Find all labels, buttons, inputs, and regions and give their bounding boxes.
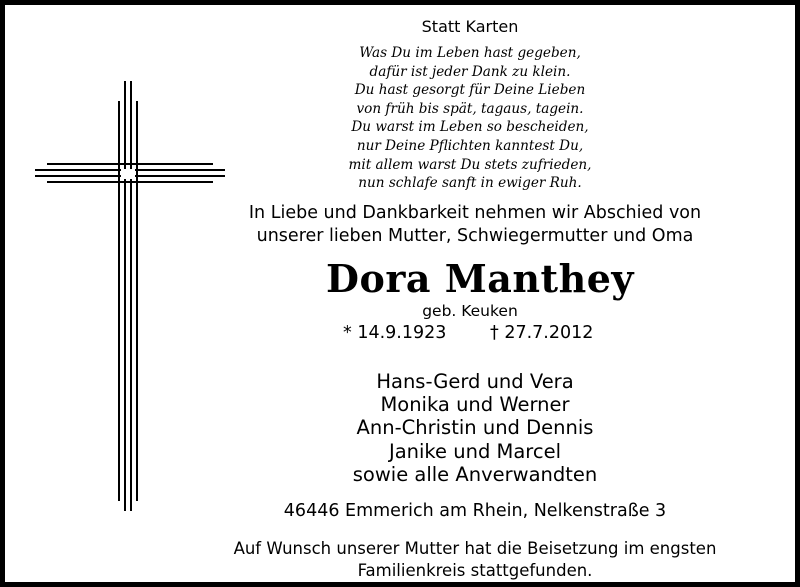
poem-line: dafür ist jeder Dank zu klein. — [369, 63, 571, 80]
mourner-line: sowie alle Anverwandten — [352, 462, 598, 486]
address: 46446 Emmerich am Rhein, Nelkenstraße 3 — [283, 501, 667, 521]
closing-line: Auf Wunsch unserer Mutter hat die Beisetzung im engsten — [233, 539, 717, 558]
poem-line: Du warst im Leben so bescheiden, — [351, 119, 589, 136]
mourner-line: Hans-Gerd und Vera — [376, 370, 574, 393]
mourner-line: Monika und Werner — [380, 393, 570, 417]
mourners-list — [245, 370, 705, 486]
poem-line: nur Deine Pflichten kanntest Du, — [356, 137, 584, 154]
birth-name: geb. Keuken — [422, 302, 518, 320]
poem-line: Du hast gesorgt für Deine Lieben — [354, 82, 586, 99]
mourner-line: Ann-Christin und Dennis — [356, 416, 594, 440]
cross-icon — [35, 81, 225, 511]
closing-note — [165, 538, 785, 582]
poem-line: von früh bis spät, tagaus, tagein. — [356, 100, 584, 117]
heading: Statt Karten — [421, 17, 519, 36]
poem-line: nun schlafe sanft in ewiger Ruh. — [358, 175, 582, 192]
mourner-line: Janike und Marcel — [388, 439, 562, 463]
poem — [255, 44, 685, 193]
birth-date: * 14.9.1923 — [343, 323, 447, 343]
intro-text — [205, 202, 745, 248]
intro-line: unserer lieben Mutter, Schwiegermutter und Oma — [256, 226, 694, 246]
poem-line: Was Du im Leben hast gegeben, — [359, 45, 581, 61]
closing-line: Familienkreis stattgefunden. — [357, 561, 593, 580]
deceased-name: Dora Manthey — [326, 256, 634, 301]
death-date: † 27.7.2012 — [490, 323, 594, 343]
intro-line: In Liebe und Dankbarkeit nehmen wir Abschied von — [248, 203, 702, 223]
poem-line: mit allem warst Du stets zufrieden, — [348, 156, 592, 173]
